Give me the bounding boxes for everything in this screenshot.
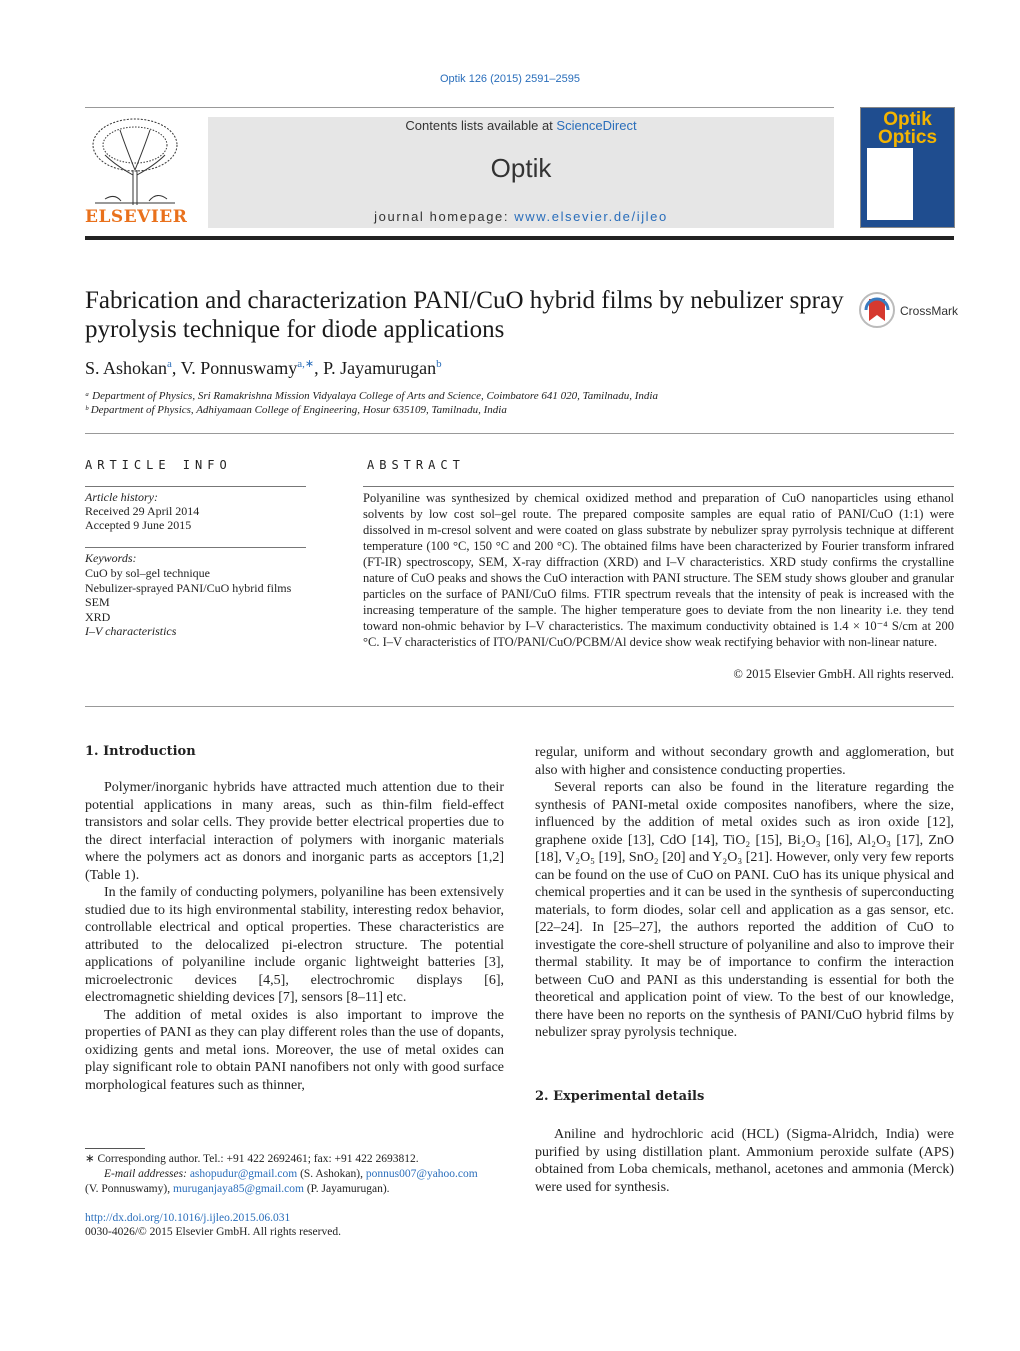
author-affiliation-mark[interactable]: a — [167, 358, 172, 370]
abstract-text: Polyaniline was synthesized by chemical oxidized method and preparation of CuO nanoparticles using ethanol solvents by low cost sol–gel route. The prepared composite samples are equal ratio of PANI/CuO (1:1) were dissolved in m-cresol solvent and were coated on glass substrate by nebulizer spray pyrrolysis technique at different temperature (100 °C, 150 °C and 200 °C). The obtained films have been characterized by Fourier transform infrared (FT-IR) spectroscopy, SEM, X-ray diffraction (XRD) and I–V characteristics. XRD study confirms the crystalline nature of CuO peaks and shows the CuO interaction with PANI structure. The SEM study shows glouber and granular particles on the surface of PANI/CuO films. FTIR spectrum reveals that the intensity of peak is increased with the increasing temperature of the sample. The higher temperature goes to deviate from the non linearity i.e. they tend toward non-ohmic behavior by I–V characteristics. The maximum conductivity obtained is 1.4 × 10⁻⁴ S/cm at 200 °C. I–V characteristics of ITO/PANI/CuO/PCBM/Al device show weak rectifying behavior with non-linear nature. — [363, 491, 954, 649]
keyword: Nebulizer-sprayed PANI/CuO hybrid films — [85, 580, 292, 595]
email-link[interactable]: ashopudur@gmail.com — [189, 1168, 298, 1180]
email-link[interactable]: muruganjaya85@gmail.com — [172, 1183, 304, 1195]
author-name: S. Ashokan — [85, 358, 168, 378]
keyword: XRD — [85, 609, 111, 624]
affiliation-a: ᵃ Department of Physics, Sri Ramakrishna Mission Vidyalaya College of Arts and Science, Coimbatore 641 020, Tamilnadu, India — [85, 390, 658, 402]
divider — [85, 433, 954, 434]
paragraph: Several reports can also be found in the literature regarding the synthesis of PANI-metal oxide composites nanofibers, where the size, influenced by the addition of metal oxides such as iron oxide [12], graphene oxide [13], CdO [14], TiO₂ [15], Bi₂O₃ [16], Al₂O₃ [17], ZnO [18], V₂O₅ [19], SnO₂ [20] and Y₂O₃ [21]. However, only very few reports can be found on the use of CuO on PANI. CuO has its unique physical and chemical properties and it can be used in the synthesis of superconducting materials, to form diodes, solar cell and application as a gas sensor, etc. [22–24]. In [25–27], the authors reported the addition of CuO to investigate the core-shell structure of polyaniline and also to improve their thermal stability. It may be of importance to confirm the interaction between CuO and PANI as this understanding is essential for both the theoretical and application point of view. To the best of our knowledge, there have been no reports on the synthesis of PANI/CuO hybrid films by nebulizer spray pyrolysis technique. — [535, 780, 954, 1040]
introduction-heading: 1. Introduction — [85, 744, 196, 759]
experimental-heading: 2. Experimental details — [535, 1089, 705, 1104]
left-column — [85, 779, 504, 1094]
divider — [85, 706, 954, 707]
elsevier-logo — [85, 115, 188, 227]
journal-reference[interactable]: Optik 126 (2015) 2591–2595 — [439, 73, 581, 85]
experimental-text — [535, 1126, 954, 1196]
paragraph: The addition of metal oxides is also important to improve the properties of PANI as they can play different roles than the use of dopants, oxidizing gents and metal ions. Moreover, the use of metal oxides can play significant role to obtain PANI nanofibers not only with good surface morphological features such as thinner, — [85, 1007, 504, 1093]
header-divider — [85, 236, 954, 240]
doi-link[interactable]: http://dx.doi.org/10.1016/j.ijleo.2015.06.031 — [85, 1212, 291, 1224]
author-affiliation-mark[interactable]: a,∗ — [297, 358, 315, 370]
keywords-label: Keywords: — [85, 551, 137, 565]
corresponding-author: ∗ Corresponding author. Tel.: +91 422 2692461; fax: +91 422 2693812. — [85, 1153, 419, 1165]
author-affiliation-mark[interactable]: b — [436, 358, 442, 370]
accepted-date: Accepted 9 June 2015 — [85, 518, 192, 532]
abstract-copyright: © 2015 Elsevier GmbH. All rights reserved. — [733, 667, 954, 681]
homepage-line: journal homepage: www.elsevier.de/ijleo — [374, 209, 668, 224]
article-info-heading: ARTICLE INFO — [85, 458, 232, 472]
keyword: I–V characteristics — [85, 624, 177, 638]
footnote-divider — [85, 1148, 145, 1149]
paragraph: Aniline and hydrochloric acid (HCL) (Sigma-Alridch, India) were purified by using distillation plant. Ammonium peroxide sulfate (APS) obtained from Loba chemicals, methanol, acetones and ammonia (Merck) were used for synthesis. — [535, 1127, 954, 1195]
author-name: P. Jayamurugan — [323, 358, 437, 378]
author-list: S. Ashokan$^a$, V. Ponnuswamy$^{a,∗}$, P. Jayamurugan$^b$ — [85, 358, 442, 378]
journal-header-box — [208, 117, 834, 228]
right-column — [535, 744, 954, 1042]
issn-line: 0030-4026/© 2015 Elsevier GmbH. All rights reserved. — [85, 1226, 341, 1238]
history-label: Article history: — [85, 490, 158, 504]
keyword: SEM — [85, 595, 110, 609]
divider — [363, 486, 954, 487]
keyword-list — [85, 566, 291, 639]
homepage-link[interactable]: www.elsevier.de/ijleo — [514, 209, 668, 224]
footnote — [85, 1152, 504, 1197]
cover-panel — [867, 148, 913, 220]
top-divider — [85, 107, 834, 108]
journal-name: Optik — [490, 153, 552, 183]
crossmark-label: CrossMark — [900, 304, 959, 318]
affiliation-b: ᵇ Department of Physics, Adhiyamaan College of Engineering, Hosur 635109, Tamilnadu, India — [85, 404, 507, 416]
email-addresses: E-mail addresses: ashopudur@gmail.com (S. Ashokan), ponnus007@yahoo.com — [104, 1168, 478, 1180]
crossmark-icon — [858, 291, 896, 329]
elsevier-tree-icon — [85, 115, 185, 207]
abstract-heading: ABSTRACT — [367, 458, 465, 472]
divider — [85, 547, 306, 548]
cover-title: Optik Optics — [877, 109, 938, 148]
author-name: V. Ponnuswamy — [180, 358, 298, 378]
divider — [85, 486, 306, 487]
received-date: Received 29 April 2014 — [85, 504, 200, 518]
sciencedirect-link[interactable]: ScienceDirect — [556, 118, 637, 133]
email-addresses-cont: (V. Ponnuswamy), muruganjaya85@gmail.com (P. Jayamurugan). — [85, 1183, 390, 1195]
email-link[interactable]: ponnus007@yahoo.com — [365, 1168, 478, 1180]
article-title: Fabrication and characterization PANI/CuO hybrid films by nebulizer spray pyrolysis technique for diode applications — [85, 287, 844, 343]
journal-cover[interactable] — [860, 107, 955, 228]
crossmark-badge[interactable] — [858, 291, 958, 331]
keyword: CuO by sol–gel technique — [85, 566, 210, 580]
paragraph: regular, uniform and without secondary growth and agglomeration, but also with higher and consistence conducting properties. — [535, 745, 954, 778]
elsevier-wordmark: ELSEVIER — [85, 207, 188, 227]
paragraph: In the family of conducting polymers, polyaniline has been extensively studied due to its high environmental stability, interesting redox behavior, controllable electrical and optical properties. These characteristics are attributed to the delocalized pi-electron structure. The potential applications of polyaniline include organic lightweight batteries [3], microelectronic devices [4,5], electrochromic displays [6], electromagnetic shielding devices [7], sensors [8–11] etc. — [85, 885, 504, 1005]
contents-line: Contents lists available at ScienceDirect — [405, 118, 637, 133]
paragraph: Polymer/inorganic hybrids have attracted much attention due to their potential applications in many areas, such as thin-film field-effect transistors and solar cells. They provide better electrical properties due to the direct interfacial interaction of polymers with inorganic materials where the polymers act as donors and inorganic parts as acceptors [1,2] (Table 1). — [85, 780, 504, 883]
